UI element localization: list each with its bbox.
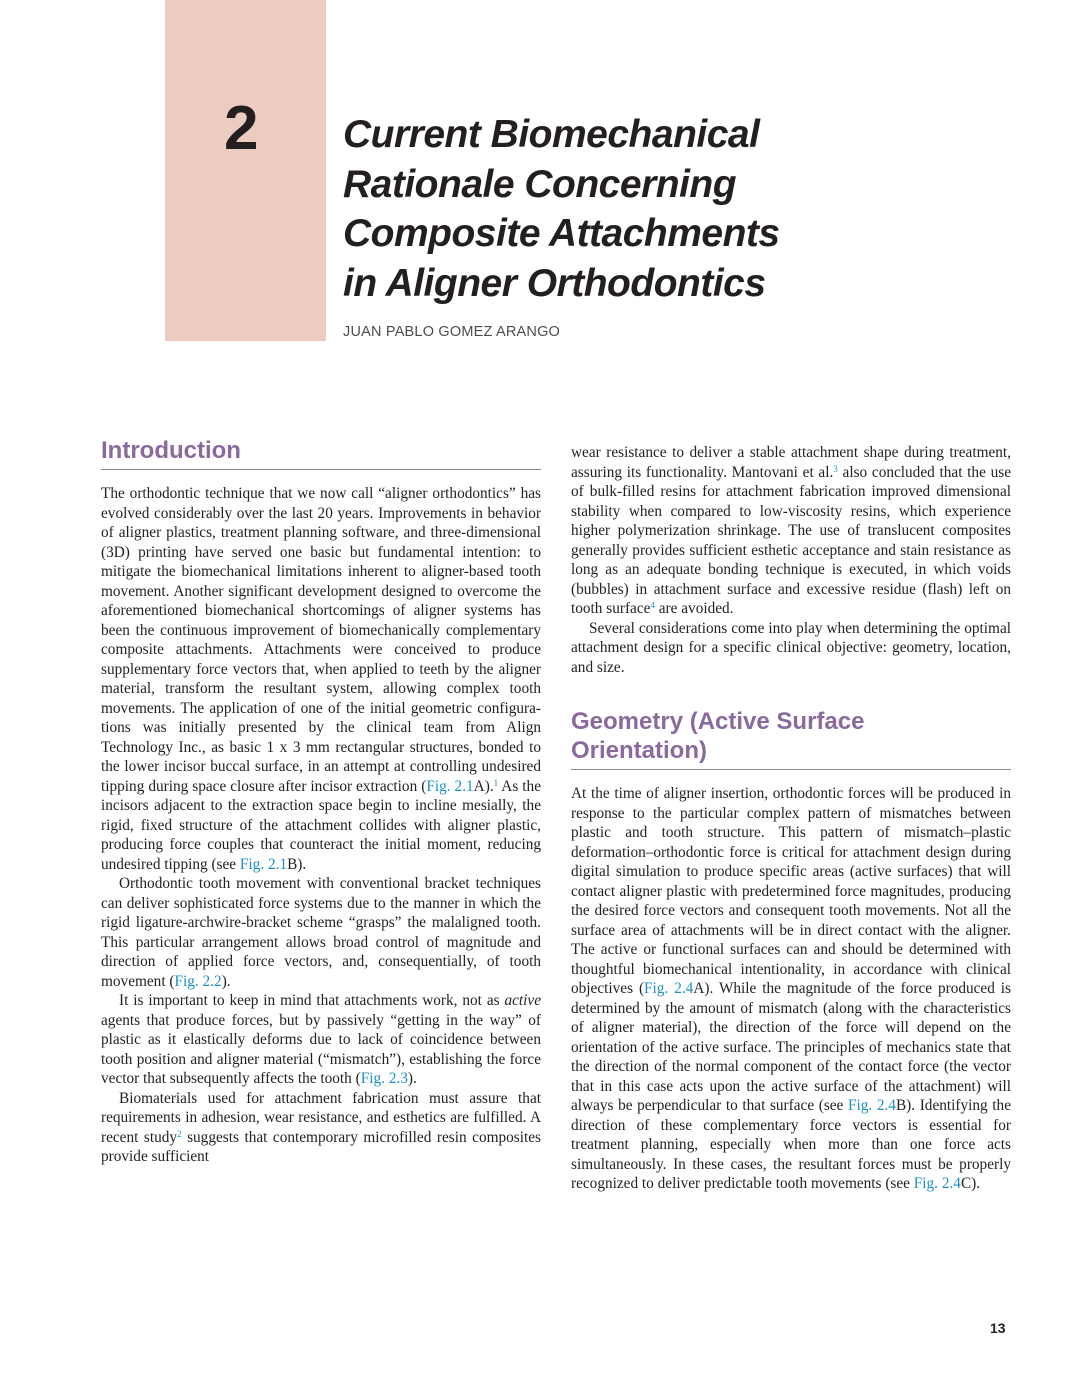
figure-link-2-4c[interactable]: Fig. 2.4 — [913, 1175, 961, 1192]
right-column — [571, 443, 1011, 1194]
intro-paragraph-1: The orthodontic technique that we now call “aligner orthodontics” has evolved considerably over the last 20 years. Improvements in behavior of aligner plastics, treatment planning software, and three-dimensional (3D) printing have served one basic but fundamental intention: to mitigate the biomechanical limitations inherent to aligner-based tooth movement. Another significant development designed to overcome the aforementioned biomechanical shortcomings of aligner systems has been the continuous improvement of biomechanically complementary composite attachments. Attachments were conceived to produce supplementary force vectors that, when applied to teeth by the aligner material, transform the resultant system, allowing complex tooth movements. The application of one of the initial geometric configurations was initially presented by the clinical team from Align Technology Inc., as basic 1 x 3 mm rectangular structures, bonded to the lower incisor buccal surface, in an attempt at controlling undesired tipping during space closure after incisor extraction (Fig. 2.1A).$^1$ As the incisors adjacent to the extraction space begin to incline mesially, the rigid, fixed structure of the attachment collides with aligner plastic, producing force couples that counteract the initial moment, reducing undesired tipping (see Fig. 2.1B). — [101, 485, 541, 873]
reference-link-2[interactable]: 2 — [177, 1128, 182, 1139]
figure-link-2-1a[interactable]: Fig. 2.1 — [426, 777, 474, 795]
reference-link-4[interactable]: 4 — [650, 600, 655, 610]
figure-link-2-4b[interactable]: Fig. 2.4 — [847, 1097, 896, 1114]
chapter-number: 2 — [224, 94, 259, 163]
chapter-title-line-4: in Aligner Orthodontics — [343, 261, 766, 305]
reference-link-1[interactable]: 1 — [493, 777, 499, 788]
left-column — [101, 436, 541, 1167]
chapter-title-line-2: Rationale Concerning — [343, 162, 737, 206]
figure-link-2-4a[interactable]: Fig. 2.4 — [644, 980, 694, 997]
geometry-heading: Geometry (Active Surface Orientation) — [571, 708, 865, 764]
figure-link-2-3[interactable]: Fig. 2.3 — [360, 1070, 408, 1087]
intro-paragraph-4: Biomaterials used for attachment fabrication must assure that requirements in adhesion, wear resistance, and esthetics are fulfilled. A recent study$^2$ suggests that contemporary microfilled resin composites provide sufficient — [101, 1089, 541, 1165]
right-paragraph-2: Several considerations come into play when determining the optimal attachment design for a specific clinical objective: geometry, location, and size. — [571, 619, 1011, 676]
page-number: 13 — [990, 1320, 1006, 1336]
figure-link-2-2[interactable]: Fig. 2.2 — [174, 972, 222, 990]
chapter-title-line-1: Current Biomechanical — [343, 113, 760, 156]
chapter-color-block — [165, 0, 326, 341]
section-rule — [571, 769, 1011, 770]
right-paragraph-1: wear resistance to deliver a stable attachment shape during treatment, assuring its functionality. Mantovani et al.$^3$ also concluded that the use of bulk-filled resins for attachment fabrication improved dimensional stability when compared to low-viscosity resins, which experience higher polymerization shrinkage. The use of translucent composites generally provides sufficient esthetic acceptance and stain resistance as long as an adequate bonding technique is executed, in which voids (bubbles) in attachment surface and excessive residue (flash) left on tooth surface$^4$ are avoided. — [571, 444, 1011, 617]
intro-paragraph-3: It is important to keep in mind that attachments work, not as active agents that produce forces, but by passively “getting in the way” of plastic as it elastically deforms due to lack of coincidence between tooth position and aligner material (“mismatch”), establishing the force vector that subsequently affects the tooth (Fig. 2.3). — [101, 992, 541, 1087]
section-rule — [101, 469, 541, 470]
intro-paragraph-2: Orthodontic tooth movement with conventional bracket techniques can deliver sophisticated force systems due to the manner in which the rigid ligature-archwire-bracket scheme “grasps” the malaligned tooth. This particular arrangement allows broad control of magnitude and direction of applied force vectors, and, consequentially, of tooth movement (Fig. 2.2). — [101, 875, 541, 990]
chapter-author: JUAN PABLO GOMEZ ARANGO — [343, 324, 561, 340]
introduction-heading: Introduction — [101, 437, 241, 464]
chapter-title — [343, 110, 903, 308]
reference-link-3[interactable]: 3 — [833, 463, 838, 474]
chapter-title-line-3: Composite Attachments — [343, 212, 780, 255]
geometry-paragraph-1: At the time of aligner insertion, orthodontic forces will be produced in response to the particular complex pattern of mismatches between plastic and tooth structure. This pattern of mismatch–plastic deformation–orthodontic force is critical for attachment design during digital simulation to produce specific areas (active surfaces) that will contact aligner plastic with predetermined force magnitudes, producing the desired force vectors and consequent tooth movements. Not all the surface area of attachments will be in direct contact with the aligner. The active or functional surfaces can and should be determined with thoughtful biomechanical intentionality, in accordance with clinical objectives (Fig. 2.4A). While the magnitude of the force produced is determined by the amount of mismatch (along with the characteristics of aligner material), the direction of the force will depend on the orientation of the active surface. The principles of mechanics state that the direction of the normal component of the contact force (the vector that in this case acts upon the active surface of the attachment) will always be perpendicular to that surface (see Fig. 2.4B). Identifying the direction of these complementary force vectors is essential for treatment planning, especially when more than one force acts simultaneously. In these cases, the resultant forces must be properly recognized to deliver predictable tooth movements (see Fig. 2.4C). — [571, 785, 1011, 1192]
figure-link-2-1b[interactable]: Fig. 2.1 — [239, 855, 288, 873]
